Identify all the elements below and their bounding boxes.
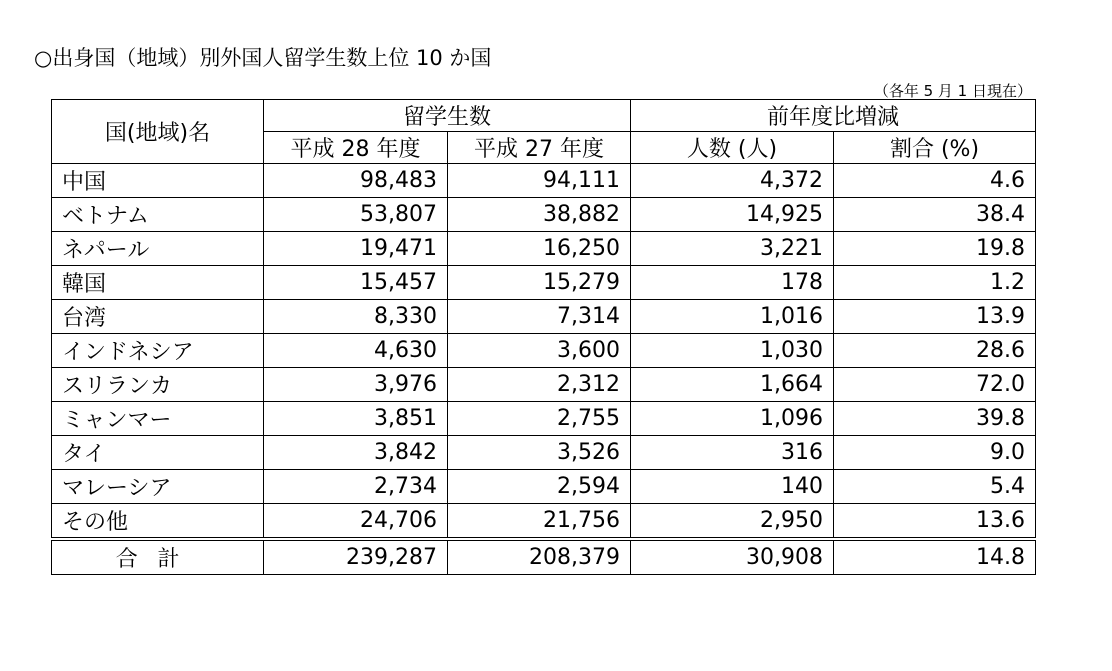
h27-cell: 94,111 <box>448 164 631 198</box>
pct-cell: 4.6 <box>834 164 1036 198</box>
country-cell: ネパール <box>52 232 264 266</box>
diff-cell: 3,221 <box>631 232 834 266</box>
diff-cell: 178 <box>631 266 834 300</box>
h27-cell: 2,594 <box>448 470 631 504</box>
diff-cell: 1,096 <box>631 402 834 436</box>
h27-cell: 2,755 <box>448 402 631 436</box>
h28-cell: 3,976 <box>264 368 448 402</box>
h27-cell: 3,526 <box>448 436 631 470</box>
diff-cell: 1,016 <box>631 300 834 334</box>
country-cell: 台湾 <box>52 300 264 334</box>
country-cell: スリランカ <box>52 368 264 402</box>
h28-cell: 53,807 <box>264 198 448 232</box>
h28-cell: 2,734 <box>264 470 448 504</box>
h27-cell: 38,882 <box>448 198 631 232</box>
pct-cell: 14.8 <box>834 539 1036 575</box>
diff-cell: 30,908 <box>631 539 834 575</box>
country-cell: 韓国 <box>52 266 264 300</box>
diff-cell: 140 <box>631 470 834 504</box>
h27-cell: 2,312 <box>448 368 631 402</box>
h27-cell: 3,600 <box>448 334 631 368</box>
pct-cell: 19.8 <box>834 232 1036 266</box>
table-row <box>52 436 1036 470</box>
total-row <box>52 539 1036 575</box>
diff-cell: 4,372 <box>631 164 834 198</box>
table-row <box>52 334 1036 368</box>
students-table <box>51 99 1036 575</box>
country-cell: ベトナム <box>52 198 264 232</box>
country-cell: タイ <box>52 436 264 470</box>
h28-cell: 24,706 <box>264 504 448 540</box>
pct-cell: 39.8 <box>834 402 1036 436</box>
header-h28: 平成 28 年度 <box>264 132 448 164</box>
diff-cell: 14,925 <box>631 198 834 232</box>
country-cell: その他 <box>52 504 264 540</box>
diff-cell: 2,950 <box>631 504 834 540</box>
diff-cell: 1,030 <box>631 334 834 368</box>
pct-cell: 13.6 <box>834 504 1036 540</box>
pct-cell: 5.4 <box>834 470 1036 504</box>
h28-cell: 3,842 <box>264 436 448 470</box>
table-row <box>52 368 1036 402</box>
country-cell: マレーシア <box>52 470 264 504</box>
diff-cell: 316 <box>631 436 834 470</box>
h27-cell: 7,314 <box>448 300 631 334</box>
h27-cell: 15,279 <box>448 266 631 300</box>
table-row <box>52 470 1036 504</box>
header-country: 国(地域)名 <box>52 100 264 164</box>
table-header <box>52 100 1036 164</box>
table-row <box>52 198 1036 232</box>
country-cell: ミャンマー <box>52 402 264 436</box>
pct-cell: 9.0 <box>834 436 1036 470</box>
pct-cell: 13.9 <box>834 300 1036 334</box>
table-row <box>52 504 1036 540</box>
h28-cell: 15,457 <box>264 266 448 300</box>
h28-cell: 19,471 <box>264 232 448 266</box>
pct-cell: 72.0 <box>834 368 1036 402</box>
h28-cell: 8,330 <box>264 300 448 334</box>
h27-cell: 16,250 <box>448 232 631 266</box>
pct-cell: 38.4 <box>834 198 1036 232</box>
header-change-group: 前年度比増減 <box>631 100 1036 132</box>
table-body <box>52 164 1036 575</box>
table-row <box>52 232 1036 266</box>
h28-cell: 98,483 <box>264 164 448 198</box>
h28-cell: 4,630 <box>264 334 448 368</box>
header-row-1 <box>52 100 1036 132</box>
h28-cell: 239,287 <box>264 539 448 575</box>
h27-cell: 208,379 <box>448 539 631 575</box>
date-note: （各年 5 月 1 日現在） <box>873 82 1032 100</box>
table-row <box>52 164 1036 198</box>
h27-cell: 21,756 <box>448 504 631 540</box>
pct-cell: 1.2 <box>834 266 1036 300</box>
table-row <box>52 402 1036 436</box>
header-h27: 平成 27 年度 <box>448 132 631 164</box>
country-cell: 中国 <box>52 164 264 198</box>
header-students-group: 留学生数 <box>264 100 631 132</box>
page-title: ○出身国（地域）別外国人留学生数上位 10 か国 <box>34 46 492 70</box>
country-cell: 合計 <box>52 539 264 575</box>
country-cell: インドネシア <box>52 334 264 368</box>
header-count: 人数 (人) <box>631 132 834 164</box>
table-row <box>52 300 1036 334</box>
h28-cell: 3,851 <box>264 402 448 436</box>
table-row <box>52 266 1036 300</box>
header-ratio: 割合 (%) <box>834 132 1036 164</box>
pct-cell: 28.6 <box>834 334 1036 368</box>
diff-cell: 1,664 <box>631 368 834 402</box>
